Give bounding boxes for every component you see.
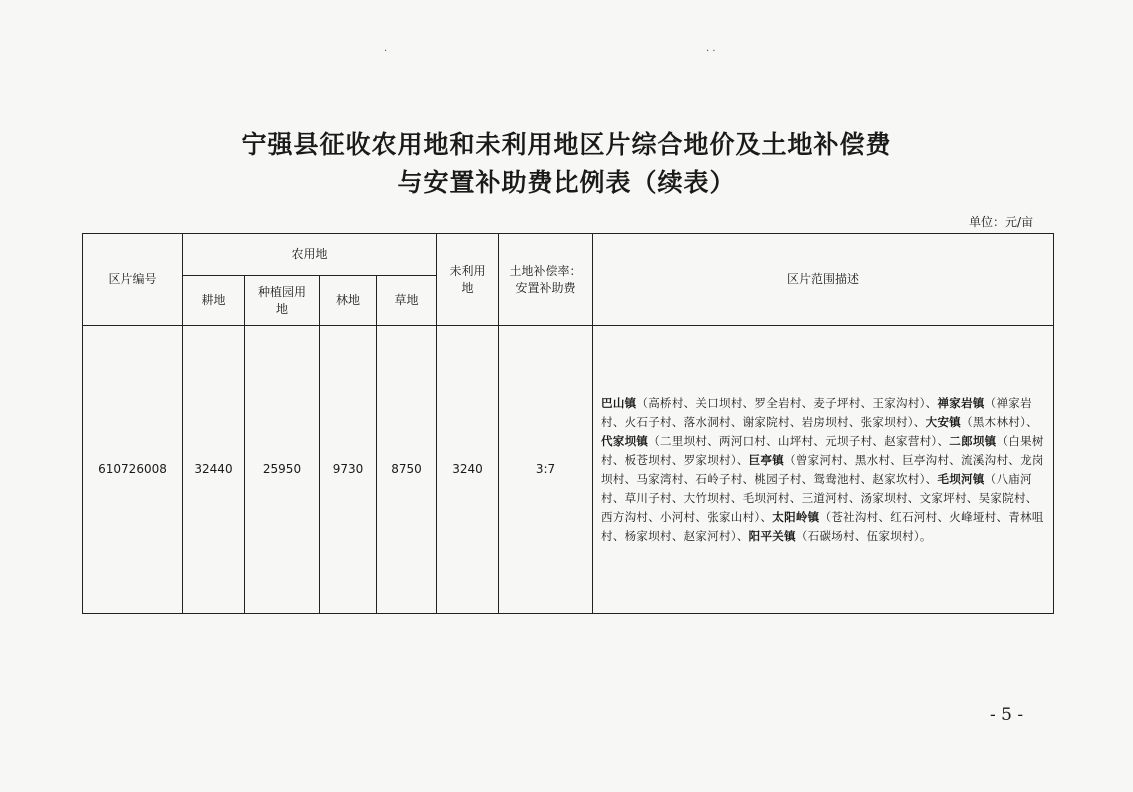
cell-plantation: 25950 [245,326,320,614]
town-name: 太阳岭镇 [772,509,820,524]
town-name: 巨亭镇 [748,452,785,467]
header-plantation: 种植园用地 [245,276,320,326]
header-description: 区片范围描述 [593,234,1054,326]
cell-unused-land: 3240 [437,326,499,614]
town-name: 二郎坝镇 [949,433,997,448]
cell-forest: 9730 [320,326,377,614]
header-ratio: 土地补偿率：安置补助费 [499,234,593,326]
town-name: 巴山镇 [601,395,637,410]
header-zone-code: 区片编号 [83,234,183,326]
village-list: （白果树村、板苍坝村、罗家坝村）、 [601,433,1044,467]
cell-description [593,326,1054,614]
village-list: （石碳场村、伍家坝村）。 [795,528,932,543]
town-name: 大安镇 [925,414,962,429]
cell-grassland: 8750 [377,326,437,614]
table-row [83,326,1054,614]
header-unused-land: 未利用地 [437,234,499,326]
unit-label: 单位：元/亩 [968,215,1033,229]
town-name: 毛坝河镇 [937,471,985,486]
document-title-line-1: 宁强县征收农用地和未利用地区片综合地价及土地补偿费 [241,130,892,159]
village-list: （曾家河村、黑水村、巨亭沟村、流溪沟村、龙岗坝村、马家湾村、石岭子村、桃园子村、鸳鸯池村、赵家坎村）、 [601,452,1044,486]
village-list: （高桥村、关口坝村、罗全岩村、麦子坪村、王家沟村）、 [636,395,938,410]
village-list: （禅家岩村、火石子村、落水洞村、谢家院村、岩房坝村、张家坝村）、 [601,395,1032,429]
document-title-line-2: 与安置补助费比例表（续表） [397,168,736,197]
scan-mark: · [384,46,388,57]
header-agricultural-land: 农用地 [183,234,437,276]
header-grassland: 草地 [377,276,437,326]
village-list: （二里坝村、两河口村、山坪村、元坝子村、赵家营村）、 [648,433,950,448]
land-price-table [82,233,1054,614]
cell-ratio: 3:7 [499,326,593,614]
header-forest: 林地 [320,276,377,326]
village-list: （黑木林村）、 [961,414,1038,429]
town-name: 阳平关镇 [748,528,796,543]
town-name: 代家坝镇 [601,433,649,448]
cell-zone-code: 610726008 [83,326,183,614]
scan-mark: · · [706,46,716,57]
page-number: - 5 - [990,705,1024,725]
village-list: （苍社沟村、红石河村、火峰垭村、青林咀村、杨家坝村、赵家河村）、 [601,509,1044,543]
town-name: 禅家岩镇 [937,395,985,410]
header-cultivated: 耕地 [183,276,245,326]
village-list: （八庙河村、草川子村、大竹坝村、毛坝河村、三道河村、汤家坝村、文家坪村、吴家院村、西方沟村、小河村、张家山村）、 [601,471,1038,524]
cell-cultivated: 32440 [183,326,245,614]
